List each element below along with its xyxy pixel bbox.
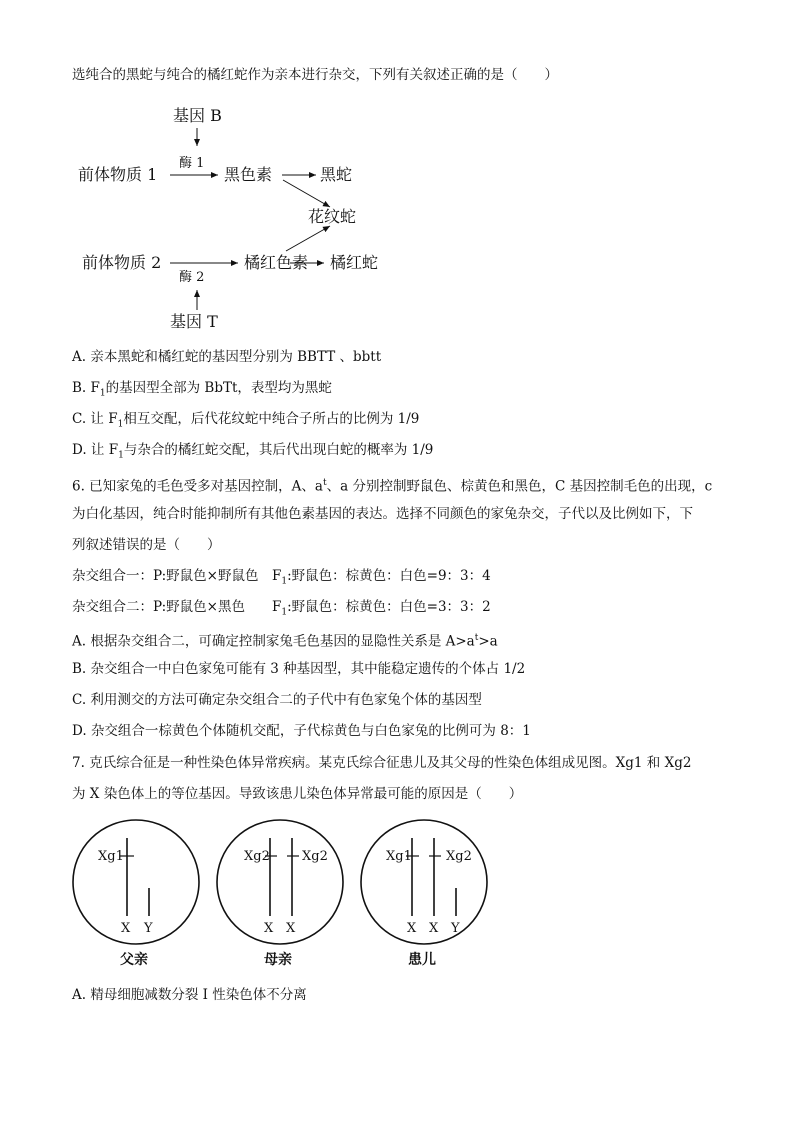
- father-gene-label: Xg1: [98, 849, 124, 864]
- q5-option-c: C. 让 $F_1$相互交配，后代花纹蛇中纯合子所占的比例为 1/9: [72, 411, 420, 430]
- patterned-snake-label: 花纹蛇: [308, 207, 357, 226]
- q6-option-b: B. 杂交组合一中白色家兔可能有 3 种基因型，其中能稳定遗传的个体占 1/2: [72, 661, 526, 677]
- orange-pigment-label: 橘红色素: [244, 253, 309, 272]
- q6-option-c: C. 利用测交的方法可确定杂交组合二的子代中有色家兔个体的基因型: [72, 692, 482, 708]
- father-cell: [73, 820, 199, 944]
- q5-option-d: D. 让 $F_1$与杂合的橘红蛇交配，其后代出现白蛇的概率为 1/9: [72, 442, 434, 461]
- child-gene-right-label: Xg2: [446, 849, 472, 864]
- enzyme-1-label: 酶 1: [179, 156, 205, 171]
- child-gene-left-label: Xg1: [386, 849, 412, 864]
- father-x-label: X: [121, 921, 131, 936]
- mother-x1-label: X: [264, 921, 274, 936]
- father-y-label: Y: [144, 921, 153, 936]
- q6-option-a: A. 根据杂交组合二，可确定控制家兔毛色基因的显隐性关系是 $A>a^t>a$: [72, 633, 498, 650]
- child-cell: [361, 820, 487, 944]
- black-snake-label: 黑蛇: [320, 165, 353, 184]
- child-x1-label: X: [407, 921, 417, 936]
- gene-t-label: 基因 T: [170, 312, 218, 331]
- q6-stem-line-2: 为白化基因，纯合时能抑制所有其他色素基因的表达。选择不同颜色的家兔杂交，子代以及比例如下，下: [72, 506, 693, 522]
- q7-option-a: A. 精母细胞减数分裂 I 性染色体不分离: [72, 987, 307, 1003]
- mother-gene-right-label: Xg2: [302, 849, 328, 864]
- mother-label: 母亲: [264, 952, 292, 968]
- q7-stem-line-2: 为 X 染色体上的等位基因。导致该患儿染色体异常最可能的原因是（ ）: [72, 786, 523, 802]
- orange-snake-label: 橘红蛇: [330, 253, 379, 272]
- gene-b-label: 基因 B: [173, 106, 222, 125]
- enzyme-2-label: 酶 2: [179, 270, 205, 285]
- q5-option-a: A. 亲本黑蛇和橘红蛇的基因型分别为 BBTT 、bbtt: [72, 349, 382, 365]
- q7-stem-line-1: 7. 克氏综合征是一种性染色体异常疾病。某克氏综合征患儿及其父母的性染色体组成见图。Xg1 和 Xg2: [72, 755, 692, 771]
- precursor-2-label: 前体物质 2: [82, 253, 162, 272]
- black-pigment-label: 黑色素: [224, 165, 273, 184]
- father-label: 父亲: [120, 952, 148, 968]
- child-x2-label: X: [429, 921, 439, 936]
- mother-x2-label: X: [286, 921, 296, 936]
- precursor-1-label: 前体物质 1: [78, 165, 158, 184]
- q6-stem-line-1: 6. 已知家兔的毛色受多对基因控制，A、$a^t$、a 分别控制野鼠色、棕黄色和黑色，C 基因控制毛色的出现，c: [72, 478, 713, 495]
- mother-gene-left-label: Xg2: [244, 849, 270, 864]
- child-label: 患儿: [408, 952, 436, 968]
- q5-stem: 选纯合的黑蛇与纯合的橘红蛇作为亲本进行杂交，下列有关叙述正确的是（ ）: [72, 67, 558, 83]
- q5-option-b: B. $F_1$的基因型全部为 BbTt，表型均为黑蛇: [72, 380, 332, 399]
- child-y-label: Y: [451, 921, 460, 936]
- q6-cross-1: 杂交组合一：P:野鼠色×野鼠色 $F_1$:野鼠色：棕黄色：白色=9：3：4: [72, 568, 491, 587]
- q6-cross-2: 杂交组合二：P:野鼠色×黑色 $F_1$:野鼠色：棕黄色：白色=3：3：2: [72, 599, 491, 618]
- mother-cell: [217, 820, 343, 944]
- q6-option-d: D. 杂交组合一棕黄色个体随机交配，子代棕黄色与白色家兔的比例可为 8：1: [72, 723, 531, 739]
- q6-stem-line-3: 列叙述错误的是（ ）: [72, 537, 221, 553]
